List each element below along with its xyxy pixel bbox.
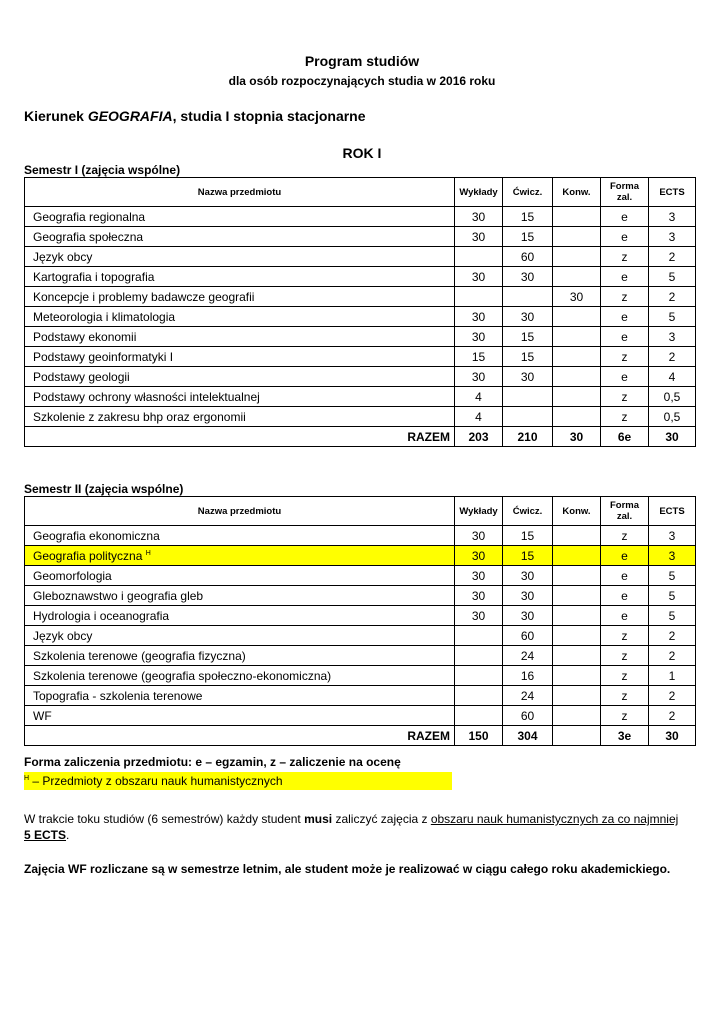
cell-exercises: 30 <box>503 307 553 327</box>
total-label: RAZEM <box>25 427 455 447</box>
table-row <box>25 327 696 347</box>
cell-lectures: 15 <box>455 347 503 367</box>
semester-2-table <box>24 496 696 746</box>
cell-exercises <box>503 287 553 307</box>
course-name: Podstawy ochrony własności intelektualnej <box>25 387 455 407</box>
table-row <box>25 367 696 387</box>
total-form: 3e <box>601 726 649 746</box>
col-header-ects: ECTS <box>649 178 696 207</box>
table-row <box>25 546 696 566</box>
cell-lectures: 4 <box>455 387 503 407</box>
total-konw: 30 <box>553 427 601 447</box>
cell-lectures <box>455 666 503 686</box>
total-ects: 30 <box>649 726 696 746</box>
cell-konw <box>553 566 601 586</box>
cell-ects: 1 <box>649 666 696 686</box>
cell-form: e <box>601 566 649 586</box>
col-header-exercises: Ćwicz. <box>503 178 553 207</box>
cell-exercises: 15 <box>503 526 553 546</box>
course-name: Podstawy geoinformatyki I <box>25 347 455 367</box>
table-row <box>25 666 696 686</box>
table-row <box>25 407 696 427</box>
col-header-form: Forma zal. <box>601 497 649 526</box>
course-name: Szkolenia terenowe (geografia społeczno-ekonomiczna) <box>25 666 455 686</box>
course-name: Koncepcje i problemy badawcze geografii <box>25 287 455 307</box>
cell-ects: 3 <box>649 227 696 247</box>
col-header-ects: ECTS <box>649 497 696 526</box>
cell-exercises: 15 <box>503 207 553 227</box>
col-header-lectures: Wykłady <box>455 178 503 207</box>
table-header-row <box>25 497 696 526</box>
cell-exercises: 30 <box>503 367 553 387</box>
h-marker: H <box>145 549 151 557</box>
cell-lectures <box>455 287 503 307</box>
page-title: Program studiów <box>304 53 420 69</box>
cell-lectures: 30 <box>455 546 503 566</box>
course-name: Podstawy ekonomii <box>25 327 455 347</box>
cell-lectures <box>455 646 503 666</box>
course-name: Geografia społeczna <box>25 227 455 247</box>
cell-ects: 5 <box>649 566 696 586</box>
col-header-konw: Konw. <box>553 497 601 526</box>
total-row <box>25 427 696 447</box>
note-paragraph-1: W trakcie toku studiów (6 semestrów) każdy student musi zaliczyć zajęcia z obszaru nauk humanistycznych za co najmniej 5 ECTS. <box>24 812 679 842</box>
cell-form: e <box>601 227 649 247</box>
cell-konw <box>553 646 601 666</box>
cell-ects: 3 <box>649 327 696 347</box>
cell-form: z <box>601 666 649 686</box>
cell-konw <box>553 367 601 387</box>
cell-konw <box>553 307 601 327</box>
course-name: Geografia ekonomiczna <box>25 526 455 546</box>
semester-1-label: Semestr I (zajęcia wspólne) <box>24 163 181 177</box>
course-name: Geomorfologia <box>25 566 455 586</box>
cell-ects: 3 <box>649 546 696 566</box>
table-row <box>25 626 696 646</box>
h-marker: H <box>24 775 30 782</box>
cell-lectures <box>455 686 503 706</box>
total-exercises: 304 <box>503 726 553 746</box>
course-name: Hydrologia i oceanografia <box>25 606 455 626</box>
cell-ects: 2 <box>649 287 696 307</box>
semester-1-table <box>24 177 696 447</box>
table-row <box>25 387 696 407</box>
table-row <box>25 686 696 706</box>
table-row <box>25 247 696 267</box>
cell-form: z <box>601 706 649 726</box>
table-row <box>25 706 696 726</box>
cell-ects: 2 <box>649 686 696 706</box>
table-row <box>25 646 696 666</box>
cell-konw <box>553 407 601 427</box>
cell-konw <box>553 666 601 686</box>
course-name: Geografia polityczna $^H$ <box>25 546 455 566</box>
cell-exercises: 60 <box>503 626 553 646</box>
cell-lectures: 30 <box>455 227 503 247</box>
cell-form: e <box>601 267 649 287</box>
cell-konw <box>553 207 601 227</box>
cell-exercises <box>503 387 553 407</box>
cell-lectures <box>455 247 503 267</box>
total-row <box>25 726 696 746</box>
humanities-legend-text: – Przedmioty z obszaru nauk humanistycznych <box>29 774 283 788</box>
cell-exercises: 30 <box>503 267 553 287</box>
table-row <box>25 287 696 307</box>
course-name: Geografia regionalna <box>25 207 455 227</box>
kierunek-prefix: Kierunek <box>24 108 84 124</box>
cell-exercises: 15 <box>503 227 553 247</box>
cell-konw <box>553 267 601 287</box>
humanities-legend <box>24 772 452 790</box>
total-label: RAZEM <box>25 726 455 746</box>
cell-lectures: 30 <box>455 526 503 546</box>
year-heading: ROK I <box>342 145 382 161</box>
cell-konw <box>553 686 601 706</box>
course-name: WF <box>25 706 455 726</box>
cell-konw <box>553 586 601 606</box>
cell-lectures: 4 <box>455 407 503 427</box>
cell-ects: 5 <box>649 307 696 327</box>
cell-konw <box>553 327 601 347</box>
cell-ects: 3 <box>649 207 696 227</box>
table-row <box>25 207 696 227</box>
total-ects: 30 <box>649 427 696 447</box>
cell-exercises: 60 <box>503 247 553 267</box>
field-of-study-line <box>24 108 366 124</box>
total-lectures: 203 <box>455 427 503 447</box>
col-header-exercises: Ćwicz. <box>503 497 553 526</box>
col-header-lectures: Wykłady <box>455 497 503 526</box>
table-row <box>25 566 696 586</box>
cell-ects: 0,5 <box>649 407 696 427</box>
cell-form: z <box>601 287 649 307</box>
total-exercises: 210 <box>503 427 553 447</box>
cell-exercises: 30 <box>503 566 553 586</box>
cell-form: e <box>601 546 649 566</box>
cell-konw <box>553 546 601 566</box>
cell-konw <box>553 626 601 646</box>
cell-lectures: 30 <box>455 606 503 626</box>
cell-lectures: 30 <box>455 267 503 287</box>
cell-form: e <box>601 207 649 227</box>
cell-konw <box>553 526 601 546</box>
cell-exercises: 30 <box>503 586 553 606</box>
col-header-form: Forma zal. <box>601 178 649 207</box>
col-header-name: Nazwa przedmiotu <box>25 178 455 207</box>
cell-ects: 4 <box>649 367 696 387</box>
semester-2-label: Semestr II (zajęcia wspólne) <box>24 482 184 496</box>
cell-exercises: 30 <box>503 606 553 626</box>
col-header-konw: Konw. <box>553 178 601 207</box>
cell-lectures <box>455 706 503 726</box>
cell-konw <box>553 387 601 407</box>
table-row <box>25 606 696 626</box>
course-name: Język obcy <box>25 626 455 646</box>
cell-konw: 30 <box>553 287 601 307</box>
course-name: Szkolenia terenowe (geografia fizyczna) <box>25 646 455 666</box>
table-row <box>25 307 696 327</box>
course-name: Meteorologia i klimatologia <box>25 307 455 327</box>
cell-lectures: 30 <box>455 207 503 227</box>
note-paragraph-2: Zajęcia WF rozliczane są w semestrze letnim, ale student może je realizować w ciągu całego roku akademickiego. <box>24 862 671 876</box>
course-name: Język obcy <box>25 247 455 267</box>
cell-ects: 2 <box>649 347 696 367</box>
cell-konw <box>553 606 601 626</box>
total-form: 6e <box>601 427 649 447</box>
cell-exercises: 60 <box>503 706 553 726</box>
cell-exercises: 15 <box>503 347 553 367</box>
cell-lectures: 30 <box>455 327 503 347</box>
col-header-name: Nazwa przedmiotu <box>25 497 455 526</box>
cell-lectures <box>455 626 503 646</box>
cell-form: e <box>601 327 649 347</box>
table-row <box>25 227 696 247</box>
table-row <box>25 347 696 367</box>
kierunek-name: GEOGRAFIA <box>87 108 173 124</box>
cell-ects: 2 <box>649 706 696 726</box>
cell-ects: 3 <box>649 526 696 546</box>
cell-lectures: 30 <box>455 367 503 387</box>
course-name: Topografia - szkolenia terenowe <box>25 686 455 706</box>
cell-form: z <box>601 526 649 546</box>
cell-ects: 2 <box>649 626 696 646</box>
cell-form: e <box>601 586 649 606</box>
cell-ects: 2 <box>649 247 696 267</box>
cell-lectures: 30 <box>455 566 503 586</box>
table-row <box>25 267 696 287</box>
cell-exercises <box>503 407 553 427</box>
cell-exercises: 15 <box>503 546 553 566</box>
table-header-row <box>25 178 696 207</box>
cell-form: e <box>601 307 649 327</box>
cell-lectures: 30 <box>455 307 503 327</box>
page-subtitle: dla osób rozpoczynających studia w 2016 roku <box>228 74 496 88</box>
cell-form: z <box>601 686 649 706</box>
table-row <box>25 586 696 606</box>
cell-exercises: 24 <box>503 686 553 706</box>
cell-form: e <box>601 367 649 387</box>
cell-form: z <box>601 626 649 646</box>
cell-form: z <box>601 387 649 407</box>
cell-konw <box>553 706 601 726</box>
cell-ects: 0,5 <box>649 387 696 407</box>
cell-form: z <box>601 347 649 367</box>
table-row <box>25 526 696 546</box>
course-name: Szkolenie z zakresu bhp oraz ergonomii <box>25 407 455 427</box>
cell-ects: 5 <box>649 606 696 626</box>
course-name: Kartografia i topografia <box>25 267 455 287</box>
cell-exercises: 15 <box>503 327 553 347</box>
kierunek-suffix: , studia I stopnia stacjonarne <box>172 108 366 124</box>
cell-konw <box>553 227 601 247</box>
cell-form: z <box>601 247 649 267</box>
cell-exercises: 16 <box>503 666 553 686</box>
course-name: Podstawy geologii <box>25 367 455 387</box>
cell-exercises: 24 <box>503 646 553 666</box>
cell-ects: 5 <box>649 586 696 606</box>
assessment-legend: Forma zaliczenia przedmiotu: e – egzamin, z – zaliczenie na ocenę <box>24 755 401 769</box>
cell-konw <box>553 347 601 367</box>
cell-form: z <box>601 407 649 427</box>
cell-lectures: 30 <box>455 586 503 606</box>
cell-form: e <box>601 606 649 626</box>
cell-konw <box>553 247 601 267</box>
cell-ects: 2 <box>649 646 696 666</box>
total-konw <box>553 726 601 746</box>
total-lectures: 150 <box>455 726 503 746</box>
course-name: Gleboznawstwo i geografia gleb <box>25 586 455 606</box>
cell-form: z <box>601 646 649 666</box>
cell-ects: 5 <box>649 267 696 287</box>
